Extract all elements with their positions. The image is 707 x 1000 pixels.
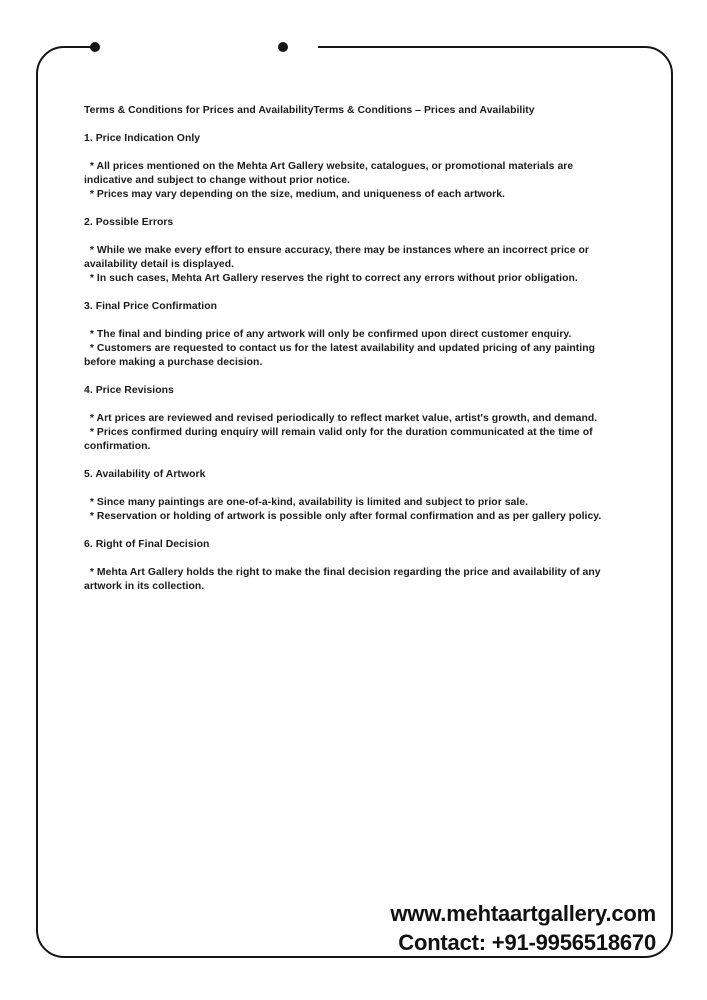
section-heading: 1. Price Indication Only bbox=[84, 133, 201, 144]
section-body-line: * Prices may vary depending on the size, medium, and uniqueness of each artwork. bbox=[84, 189, 505, 200]
section-heading: 4. Price Revisions bbox=[84, 385, 174, 396]
section-heading: 2. Possible Errors bbox=[84, 217, 174, 228]
section-body-line: * Customers are requested to contact us for the latest availability and updated pricing of any painting bbox=[84, 343, 596, 354]
binder-dot-left-icon bbox=[90, 42, 100, 52]
section-body-line: * All prices mentioned on the Mehta Art Gallery website, catalogues, or promotional materials are bbox=[84, 161, 574, 172]
section-body bbox=[84, 328, 664, 370]
section-body-line: indicative and subject to change without prior notice. bbox=[84, 175, 350, 186]
section-body-line: * Since many paintings are one-of-a-kind, availability is limited and subject to prior sale. bbox=[84, 497, 529, 508]
section-body bbox=[84, 160, 664, 202]
document-title: Terms & Conditions for Prices and AvailabilityTerms & Conditions – Prices and Availability bbox=[84, 105, 535, 116]
section-body-line: artwork in its collection. bbox=[84, 581, 205, 592]
section-body-line: before making a purchase decision. bbox=[84, 357, 263, 368]
section-heading: 3. Final Price Confirmation bbox=[84, 301, 217, 312]
section-heading: 5. Availability of Artwork bbox=[84, 469, 206, 480]
section-body bbox=[84, 496, 664, 524]
section-body-line: * While we make every effort to ensure accuracy, there may be instances where an incorrect price or bbox=[84, 245, 589, 256]
document-body bbox=[84, 104, 664, 608]
section-body-line: * Art prices are reviewed and revised periodically to reflect market value, artist's growth, and demand. bbox=[84, 413, 598, 424]
section-body-line: availability detail is displayed. bbox=[84, 259, 235, 270]
footer bbox=[390, 899, 656, 957]
section-heading: 6. Right of Final Decision bbox=[84, 539, 210, 550]
section-body-line: * Reservation or holding of artwork is possible only after formal confirmation and as per gallery policy. bbox=[84, 511, 602, 522]
footer-contact: Contact: +91-9956518670 bbox=[398, 930, 656, 955]
section-body-line: * Mehta Art Gallery holds the right to make the final decision regarding the price and availability of any bbox=[84, 567, 601, 578]
sections-container bbox=[84, 132, 664, 594]
section-body-line: * Prices confirmed during enquiry will remain valid only for the duration communicated at the time of bbox=[84, 427, 593, 438]
section-body-line: * In such cases, Mehta Art Gallery reserves the right to correct any errors without prior obligation. bbox=[84, 273, 578, 284]
section-body bbox=[84, 566, 664, 594]
section-body-line: * The final and binding price of any artwork will only be confirmed upon direct customer enquiry. bbox=[84, 329, 572, 340]
section-body bbox=[84, 244, 664, 286]
section-body bbox=[84, 412, 664, 454]
footer-website: www.mehtaartgallery.com bbox=[390, 901, 656, 926]
section-body-line: confirmation. bbox=[84, 441, 151, 452]
binder-dot-right-icon bbox=[278, 42, 288, 52]
